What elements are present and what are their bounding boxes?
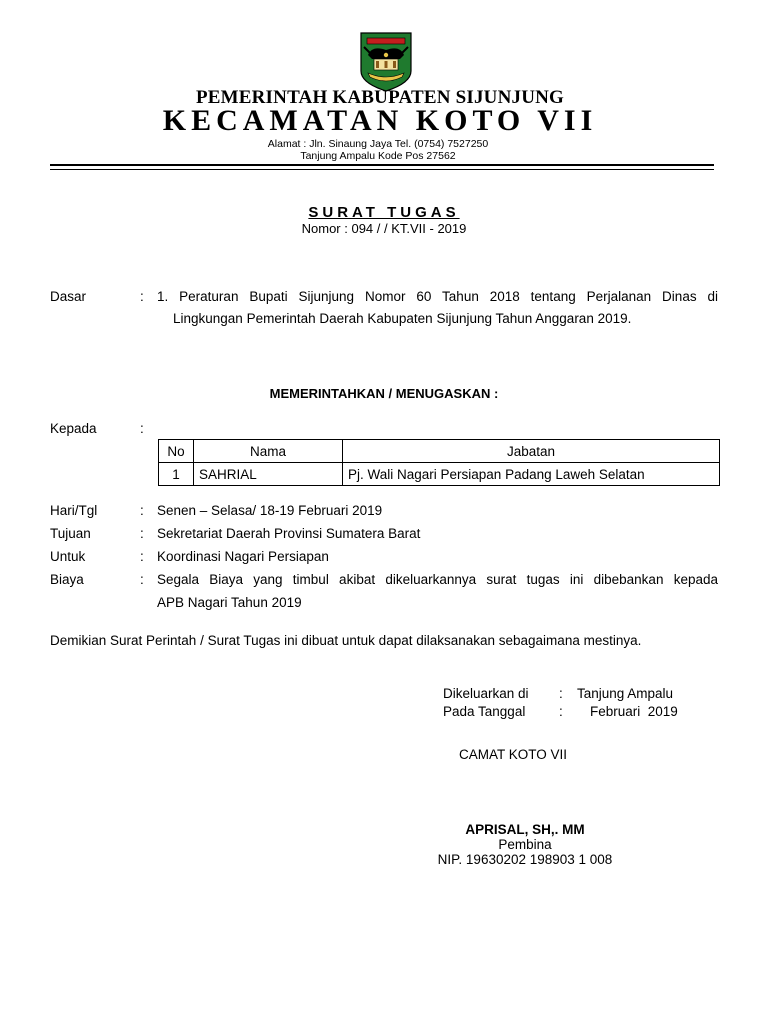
dasar-line-1: 1. Peraturan Bupati Sijunjung Nomor 60 Tahun 2018 tentang Perjalanan Dinas di	[157, 289, 718, 304]
dasar-label: Dasar	[50, 289, 87, 304]
address-line-2: Tanjung Ampalu Kode Pos 27562	[300, 150, 456, 162]
column-header-jabatan: Jabatan	[343, 440, 720, 463]
issued-date-label: Pada Tanggal	[443, 704, 526, 719]
hari-tgl-value: Senen – Selasa/ 18-19 Februari 2019	[157, 503, 383, 518]
hari-tgl-label: Hari/Tgl	[50, 503, 98, 518]
hari-tgl-colon: :	[140, 503, 144, 518]
column-header-no: No	[159, 440, 194, 463]
cell-jabatan: Pj. Wali Nagari Persiapan Padang Laweh Selatan	[343, 463, 720, 486]
untuk-colon: :	[140, 549, 144, 564]
kepada-label: Kepada	[50, 421, 97, 436]
letterhead-address	[0, 138, 756, 162]
tujuan-colon: :	[140, 526, 144, 541]
issued-place-colon: :	[559, 686, 563, 701]
letterhead-rule-thin	[50, 169, 714, 170]
biaya-line-2: APB Nagari Tahun 2019	[157, 595, 302, 610]
dasar-colon: :	[140, 289, 144, 304]
signatory-rank: Pembina	[498, 837, 552, 852]
letterhead-rule-thick	[50, 164, 714, 166]
table-header-row	[159, 440, 720, 463]
signatory-nip: NIP. 19630202 198903 1 008	[437, 852, 613, 867]
cell-no: 1	[159, 463, 194, 486]
issued-date-value: Februari 2019	[590, 704, 678, 719]
closing-statement: Demikian Surat Perintah / Surat Tugas ini dibuat untuk dapat dilaksanakan sebagaimana mestinya.	[50, 633, 642, 648]
signatory-position: CAMAT KOTO VII	[459, 747, 568, 762]
biaya-label: Biaya	[50, 572, 84, 587]
biaya-colon: :	[140, 572, 144, 587]
table-row	[159, 463, 720, 486]
assignee-table	[158, 439, 720, 486]
document-number: Nomor : 094 / / KT.VII - 2019	[301, 221, 467, 236]
document-title: SURAT TUGAS	[308, 204, 460, 221]
signatory-name: APRISAL, SH,. MM	[465, 822, 585, 837]
cell-nama: SAHRIAL	[194, 463, 343, 486]
kabupaten-sijunjung-emblem-icon	[358, 31, 414, 93]
government-name: PEMERINTAH KABUPATEN SIJUNJUNG	[195, 87, 565, 108]
issued-place-label: Dikeluarkan di	[443, 686, 529, 701]
untuk-label: Untuk	[50, 549, 86, 564]
biaya-line-1: Segala Biaya yang timbul akibat dikeluarkannya surat tugas ini dibebankan kepada	[157, 572, 718, 587]
untuk-value: Koordinasi Nagari Persiapan	[157, 549, 329, 564]
issued-date-colon: :	[559, 704, 563, 719]
tujuan-value: Sekretariat Daerah Provinsi Sumatera Barat	[157, 526, 421, 541]
district-name: KECAMATAN KOTO VII	[162, 104, 598, 137]
address-line-1: Alamat : Jln. Sinaung Jaya Tel. (0754) 7527250	[267, 138, 489, 150]
issued-place-value: Tanjung Ampalu	[577, 686, 674, 701]
kepada-colon: :	[140, 421, 144, 436]
dasar-line-2: Lingkungan Pemerintah Daerah Kabupaten Sijunjung Tahun Anggaran 2019.	[173, 311, 632, 326]
column-header-nama: Nama	[194, 440, 343, 463]
tujuan-label: Tujuan	[50, 526, 91, 541]
order-heading: MEMERINTAHKAN / MENUGASKAN :	[269, 386, 499, 401]
